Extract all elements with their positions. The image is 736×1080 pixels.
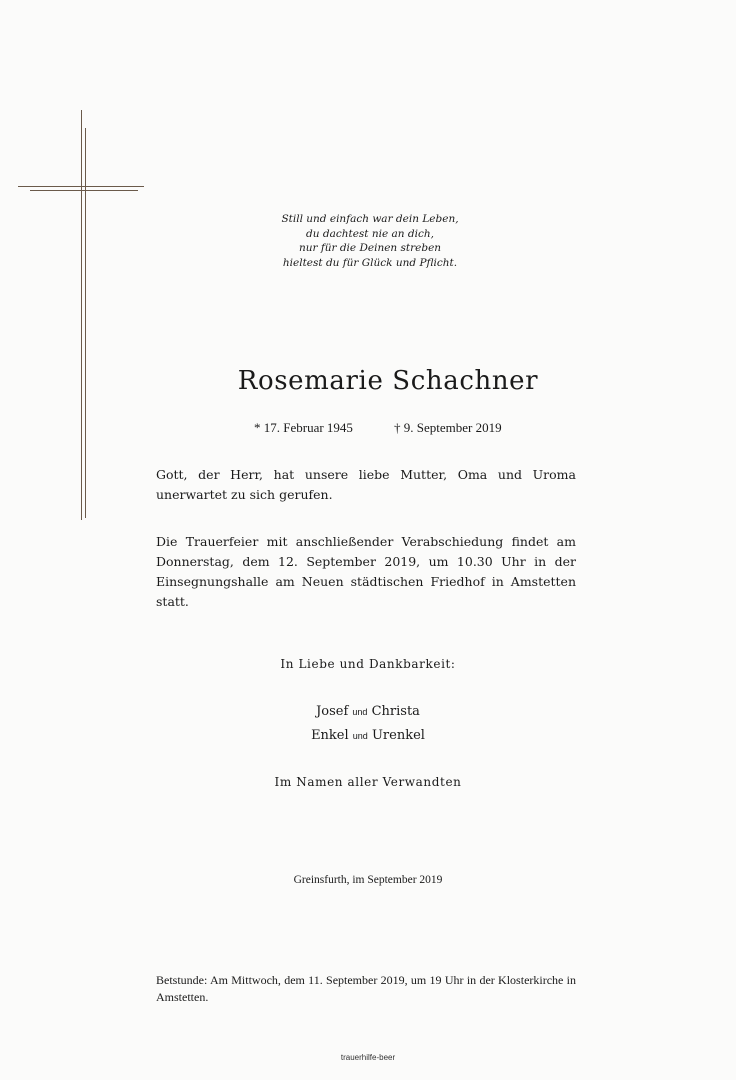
poem-line: du dachtest nie an dich, <box>306 227 434 240</box>
family-name: Josef <box>316 704 349 719</box>
gratitude-line: In Liebe und Dankbarkeit: <box>280 657 456 671</box>
ceremony-paragraph: Die Trauerfeier mit anschließender Verabschiedung findet am Donnerstag, dem 12. September 2019, um 10.30 Uhr in der Einsegnungshalle am Neuen städtischen Friedhof in Amstetten statt. <box>156 534 576 609</box>
life-dates <box>0 420 736 438</box>
cross-icon <box>0 0 160 530</box>
family-name: Enkel <box>311 728 349 743</box>
poem <box>200 212 540 270</box>
poem-line: Still und einfach war dein Leben, <box>281 213 459 225</box>
poem-line: nur für die Deinen streben <box>298 242 442 254</box>
birth-date: * 17. Februar 1945 <box>254 420 353 435</box>
poem-line: hieltest du für Glück und Pflicht. <box>282 256 458 269</box>
prayer-hour-note: Betstunde: Am Mittwoch, dem 11. September 2019, um 19 Uhr in der Klosterkirche in Amstetten. <box>156 973 576 1004</box>
family-line <box>100 704 636 719</box>
announcement-paragraph: Gott, der Herr, hat unsere liebe Mutter, Oma und Uroma unerwartet zu sich gerufen. <box>156 467 576 502</box>
family-connector: und <box>352 707 368 717</box>
family-name: Christa <box>371 704 420 719</box>
deceased-name: Rosemarie Schachner <box>237 366 539 396</box>
family-line <box>100 728 636 743</box>
footer-imprint: trauerhilfe-beer <box>340 1053 396 1062</box>
family-name: Urenkel <box>371 728 425 743</box>
place-date: Greinsfurth, im September 2019 <box>293 874 443 886</box>
death-date: † 9. September 2019 <box>394 420 502 435</box>
relatives-line: Im Namen aller Verwandten <box>274 775 462 789</box>
family-connector: und <box>352 731 368 741</box>
